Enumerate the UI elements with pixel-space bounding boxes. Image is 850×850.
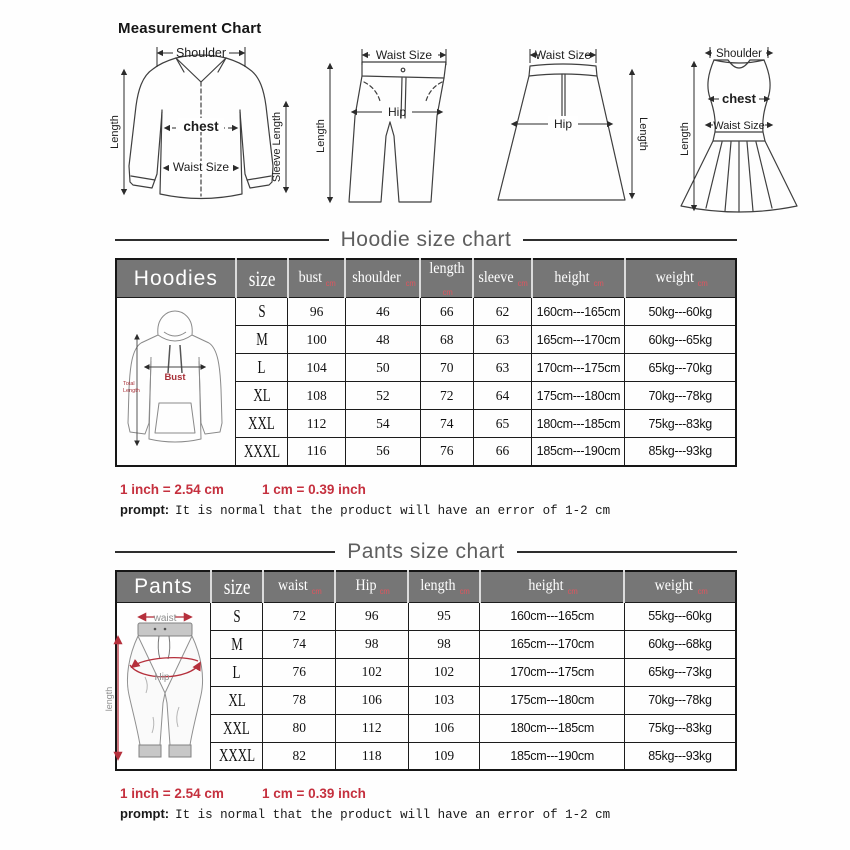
height-cell: 185cm---190cm (480, 742, 624, 770)
col-bust: bust cm (288, 259, 346, 298)
size-cell: XXXL (236, 438, 288, 466)
weight-cell: 70kg---78kg (625, 382, 736, 410)
shoulder-cell: 50 (345, 354, 420, 382)
hoodie-size-table (115, 258, 737, 467)
shoulder-cell: 52 (345, 382, 420, 410)
cm-to-inch: 1 cm = 0.39 inch (261, 481, 366, 497)
length-cell: 109 (408, 742, 480, 770)
height-cell: 170cm---175cm (480, 658, 624, 686)
shoulder-cell: 46 (345, 298, 420, 326)
skirt-hip-label: Hip (553, 117, 573, 131)
hip-cell: 118 (335, 742, 408, 770)
weight-cell: 60kg---68kg (624, 630, 736, 658)
length-cell: 76 (420, 438, 473, 466)
sleeve-cell: 63 (473, 354, 532, 382)
col-waist: waist cm (263, 571, 336, 602)
sleeve-cell: 63 (473, 326, 532, 354)
col-length: length cm (408, 571, 480, 602)
waist-cell: 78 (263, 686, 336, 714)
height-cell: 180cm---185cm (532, 410, 625, 438)
sleeve-cell: 64 (473, 382, 532, 410)
waist-cell: 74 (263, 630, 336, 658)
waist-cell: 72 (263, 602, 336, 630)
weight-cell: 65kg---70kg (625, 354, 736, 382)
dress-diagram (664, 44, 812, 218)
weight-cell: 75kg---83kg (624, 714, 736, 742)
height-cell: 185cm---190cm (532, 438, 625, 466)
length-cell: 68 (420, 326, 473, 354)
trousers-waist-label: Waist Size (375, 48, 433, 62)
col-weight: weight cm (624, 571, 736, 602)
prompt-text: It is normal that the product will have an error of 1-2 cm (175, 808, 611, 822)
pants-section-title: Pants size chart (347, 540, 505, 563)
conversion-note (120, 786, 737, 801)
dress-length-label: Length (679, 122, 691, 156)
shirt-sleeve-length-label: Sleeve Length (271, 111, 283, 183)
col-length: lengthcm (420, 259, 473, 298)
jogger-hip-label: Hip (154, 671, 170, 683)
hoodie-size-section (115, 228, 737, 518)
size-cell: XL (236, 382, 288, 410)
pants-section-header (115, 540, 737, 564)
weight-cell: 55kg---60kg (624, 602, 736, 630)
height-cell: 175cm---180cm (532, 382, 625, 410)
waist-cell: 82 (263, 742, 336, 770)
table-row (116, 298, 736, 326)
pants-size-section (103, 540, 737, 822)
weight-cell: 70kg---78kg (624, 686, 736, 714)
garment-diagrams (109, 44, 765, 218)
size-cell: S (236, 298, 288, 326)
hip-cell: 98 (335, 630, 408, 658)
size-cell: XXL (236, 410, 288, 438)
size-cell: XL (211, 686, 263, 714)
shoulder-cell: 54 (345, 410, 420, 438)
weight-cell: 50kg---60kg (625, 298, 736, 326)
length-cell: 74 (420, 410, 473, 438)
length-cell: 70 (420, 354, 473, 382)
jogger-drawing (105, 607, 223, 765)
length-cell: 103 (408, 686, 480, 714)
svg-text:Length: Length (123, 388, 140, 395)
prompt-label: prompt: (120, 806, 170, 821)
cm-to-inch: 1 cm = 0.39 inch (261, 786, 366, 801)
weight-cell: 65kg---73kg (624, 658, 736, 686)
length-cell: 106 (408, 714, 480, 742)
size-cell: XXL (211, 714, 263, 742)
weight-cell: 60kg---65kg (625, 326, 736, 354)
weight-cell: 85kg---93kg (624, 742, 736, 770)
pants-size-table (103, 570, 737, 771)
hoodie-section-title: Hoodie size chart (340, 228, 512, 251)
hip-cell: 102 (335, 658, 408, 686)
col-shoulder: shoulder cm (345, 259, 420, 298)
sleeve-cell: 62 (473, 298, 532, 326)
shirt-waist-label: Waist Size (172, 160, 230, 174)
tolerance-note (120, 502, 737, 518)
length-cell: 98 (408, 630, 480, 658)
skirt-diagram (484, 44, 648, 212)
waist-cell: 76 (263, 658, 336, 686)
bust-cell: 96 (288, 298, 346, 326)
height-cell: 160cm---165cm (480, 602, 624, 630)
length-cell: 95 (408, 602, 480, 630)
inch-to-cm: 1 inch = 2.54 cm (120, 786, 224, 801)
table-header-row (116, 571, 736, 602)
dress-shoulder-label: Shoulder (715, 48, 763, 60)
shirt-chest-label: chest (183, 119, 219, 134)
prompt-label: prompt: (120, 501, 170, 517)
measurement-chart-title: Measurement Chart (118, 20, 262, 37)
jogger-waist-label: waist (153, 612, 177, 624)
hip-cell: 112 (335, 714, 408, 742)
shoulder-cell: 48 (345, 326, 420, 354)
col-size: size (211, 571, 263, 602)
height-cell: 175cm---180cm (480, 686, 624, 714)
table-header-row (116, 259, 736, 298)
divider (517, 551, 737, 553)
measurement-chart-section (109, 20, 765, 218)
height-cell: 170cm---175cm (532, 354, 625, 382)
hoodie-product-header: Hoodies (116, 259, 236, 298)
size-cell: L (211, 658, 263, 686)
prompt-text: It is normal that the product will have an error of 1-2 cm (175, 503, 611, 518)
size-cell: XXXL (211, 742, 263, 770)
skirt-waist-label: Waist Size (534, 48, 592, 62)
shirt-shoulder-label: Shoulder (175, 46, 227, 60)
col-sleeve: sleeve cm (473, 259, 532, 298)
divider (523, 239, 737, 241)
dress-waist-label: Waist Size (713, 120, 765, 132)
trousers-diagram (306, 44, 468, 212)
shoulder-cell: 56 (345, 438, 420, 466)
col-hip: Hip cm (335, 571, 408, 602)
hoodie-section-header (115, 228, 737, 252)
hoodie-figure-cell (116, 298, 236, 466)
trousers-hip-label: Hip (387, 105, 407, 119)
dress-chest-label: chest (722, 91, 756, 106)
bust-cell: 108 (288, 382, 346, 410)
weight-cell: 75kg---83kg (625, 410, 736, 438)
length-cell: 102 (408, 658, 480, 686)
length-cell: 72 (420, 382, 473, 410)
hoodie-drawing (122, 305, 230, 457)
bust-cell: 104 (288, 354, 346, 382)
height-cell: 160cm---165cm (532, 298, 625, 326)
divider (115, 551, 335, 553)
divider (115, 239, 329, 241)
col-weight: weight cm (625, 259, 736, 298)
length-cell: 66 (420, 298, 473, 326)
skirt-length-label: Length (637, 117, 649, 151)
inch-to-cm: 1 inch = 2.54 cm (120, 481, 224, 497)
table-row (116, 602, 736, 630)
weight-cell: 85kg---93kg (625, 438, 736, 466)
col-height: height cm (480, 571, 624, 602)
size-cell: M (236, 326, 288, 354)
col-height: height cm (532, 259, 625, 298)
size-cell: M (211, 630, 263, 658)
waist-cell: 80 (263, 714, 336, 742)
shirt-diagram (109, 44, 290, 218)
bust-cell: 116 (288, 438, 346, 466)
hoodie-total-length-label: Total (123, 381, 135, 388)
sleeve-cell: 65 (473, 410, 532, 438)
size-cell: S (211, 602, 263, 630)
trousers-length-label: Length (315, 119, 327, 153)
height-cell: 180cm---185cm (480, 714, 624, 742)
tolerance-note (120, 806, 737, 822)
pants-figure-cell (103, 602, 211, 770)
sleeve-cell: 66 (473, 438, 532, 466)
hoodie-bust-label: Bust (164, 372, 186, 384)
size-cell: L (236, 354, 288, 382)
hip-cell: 96 (335, 602, 408, 630)
pants-product-header: Pants (116, 571, 211, 602)
bust-cell: 112 (288, 410, 346, 438)
height-cell: 165cm---170cm (532, 326, 625, 354)
shirt-length-label: Length (109, 115, 121, 149)
bust-cell: 100 (288, 326, 346, 354)
jogger-length-label: length (103, 686, 114, 712)
height-cell: 165cm---170cm (480, 630, 624, 658)
hip-cell: 106 (335, 686, 408, 714)
conversion-note (120, 482, 737, 497)
col-size: size (236, 259, 288, 298)
